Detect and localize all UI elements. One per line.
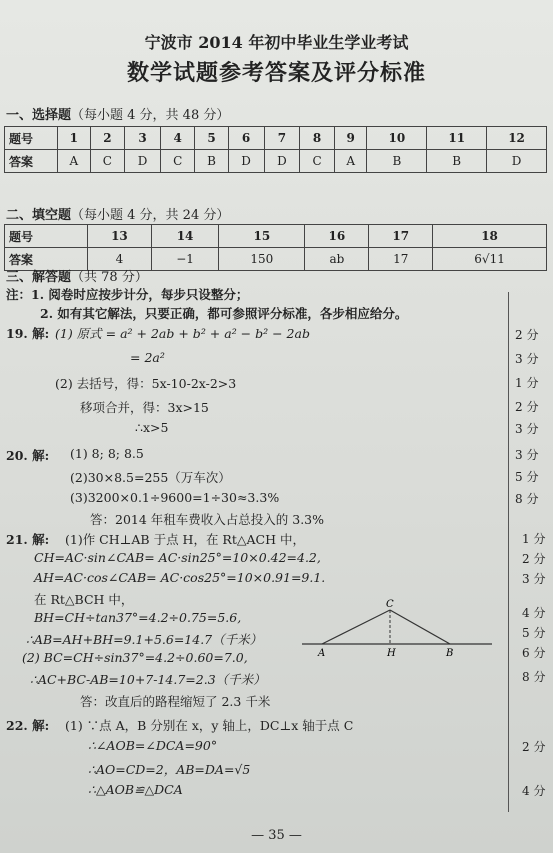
row-label-number: 题号 <box>5 225 88 248</box>
q21-line1: (1)作 CH⊥AB 于点 H，在 Rt△ACH 中， <box>65 532 305 547</box>
q22-line3: ∴AO=CD=2，AB=DA=√5 <box>88 762 251 777</box>
sec2-answer-cell: ab <box>305 248 369 271</box>
sec1-number-cell: 5 <box>195 127 228 150</box>
score-column-divider <box>508 292 509 812</box>
q19-line5: ∴x>5 <box>135 420 169 435</box>
label-c: C <box>386 599 394 610</box>
label-h: H <box>387 648 396 658</box>
label-a: A <box>318 648 326 658</box>
section3-note: （共 78 分） <box>71 270 148 285</box>
q19-score2: 3 分 <box>515 352 539 366</box>
label-b: B <box>446 648 454 658</box>
sec1-number-cell: 1 <box>58 127 91 150</box>
page-number: — 35 — <box>251 828 302 843</box>
q21-score5: 5 分 <box>522 626 546 640</box>
q22-line2: ∴∠AOB=∠DCA=90° <box>88 738 218 753</box>
q19-score5: 3 分 <box>515 422 539 436</box>
sec1-answer-cell: C <box>90 150 124 173</box>
sec1-number-cell: 9 <box>334 127 367 150</box>
sec1-number-cell: 2 <box>90 127 124 150</box>
sec2-answer-cell: 150 <box>219 248 305 271</box>
title-line1: 宁波市 2014 年初中毕业生学业考试 <box>144 33 409 52</box>
sec2-answer-cell: 4 <box>88 248 152 271</box>
sec1-number-cell: 7 <box>264 127 300 150</box>
section1-heading <box>6 104 229 123</box>
q19-line4: 移项合并，得：3x>15 <box>80 400 209 415</box>
sec1-answer-cell: B <box>367 150 427 173</box>
choice-answer-table <box>4 126 547 173</box>
section1-note: （每小题 4 分，共 48 分） <box>71 108 230 123</box>
q22-line4: ∴△AOB≌△DCA <box>88 782 183 797</box>
sec2-number-cell: 18 <box>433 225 547 248</box>
sec2-number-cell: 14 <box>151 225 218 248</box>
q20-score1: 3 分 <box>515 448 539 462</box>
q20-label: 20. 解: <box>6 448 50 463</box>
q22-score2: 4 分 <box>522 784 546 798</box>
title-line2: 数学试题参考答案及评分标准 <box>126 60 426 86</box>
sec2-number-cell: 16 <box>305 225 369 248</box>
sec1-answer-cell: B <box>195 150 228 173</box>
q21-line5: BH=CH÷tan37°=4.2÷0.75=5.6, <box>34 610 242 625</box>
sec2-answer-cell: 6√11 <box>433 248 547 271</box>
q20-line4: 答：2014 年租车费收入占总投入的 3.3% <box>90 512 325 527</box>
table-row <box>5 150 547 173</box>
section3-heading <box>6 266 148 285</box>
section2-heading <box>6 204 229 223</box>
sec1-answer-cell: D <box>487 150 547 173</box>
section3-title: 三、解答题 <box>6 270 72 285</box>
q19-score1: 2 分 <box>515 328 539 342</box>
q21-score3: 3 分 <box>522 572 546 586</box>
sec1-answer-cell: A <box>58 150 91 173</box>
sec1-answer-cell: D <box>228 150 264 173</box>
q19-score4: 2 分 <box>515 400 539 414</box>
sec1-answer-cell: B <box>427 150 487 173</box>
sec2-answer-cell: −1 <box>151 248 218 271</box>
q21-score2: 2 分 <box>522 552 546 566</box>
q19-label: 19. 解: <box>6 326 50 341</box>
section1-title: 一、选择题 <box>6 108 72 123</box>
q22-label: 22. 解: <box>6 718 50 733</box>
sec1-answer-cell: C <box>300 150 334 173</box>
section2-title: 二、填空题 <box>6 208 72 223</box>
sec1-number-cell: 6 <box>228 127 264 150</box>
q21-line7: (2) BC=CH÷sin37°=4.2÷0.60=7.0, <box>22 650 248 665</box>
q19-line2: = 2a² <box>130 350 165 365</box>
sec1-number-cell: 8 <box>300 127 334 150</box>
row-label-answer: 答案 <box>5 248 88 271</box>
q21-line3: AH=AC·cos∠CAB= AC·cos25°=10×0.91=9.1. <box>34 570 326 585</box>
q21-line8: ∴AC+BC-AB=10+7-14.7=2.3（千米） <box>30 672 266 687</box>
sec1-answer-cell: A <box>334 150 367 173</box>
sec2-answer-cell: 17 <box>369 248 433 271</box>
q20-line3: (3)3200×0.1÷9600=1÷30≈3.3% <box>70 490 280 505</box>
sec1-answer-cell: D <box>264 150 300 173</box>
q21-line9: 答：改直后的路程缩短了 2.3 千米 <box>80 694 271 709</box>
sec1-number-cell: 12 <box>487 127 547 150</box>
segment-ac <box>322 610 390 644</box>
q20-line1: (1) 8; 8; 8.5 <box>70 446 144 461</box>
section2-note: （每小题 4 分，共 24 分） <box>71 208 230 223</box>
q19-line1: (1) 原式 = a² + 2ab + b² + a² − b² − 2ab <box>55 326 310 341</box>
q20-line2: (2)30×8.5=255（万车次） <box>70 470 231 485</box>
sec2-number-cell: 17 <box>369 225 433 248</box>
q19-score3: 1 分 <box>515 376 539 390</box>
sec1-answer-cell: D <box>125 150 161 173</box>
sec1-answer-cell: C <box>160 150 194 173</box>
q20-score2: 5 分 <box>515 470 539 484</box>
row-label-answer: 答案 <box>5 150 58 173</box>
segment-cb <box>390 610 450 644</box>
q21-score4: 4 分 <box>522 606 546 620</box>
row-label-number: 题号 <box>5 127 58 150</box>
q21-score1: 1 分 <box>522 532 546 546</box>
sec1-number-cell: 11 <box>427 127 487 150</box>
sec2-number-cell: 13 <box>88 225 152 248</box>
q21-label: 21. 解: <box>6 532 50 547</box>
table-row <box>5 225 547 248</box>
q20-score3: 8 分 <box>515 492 539 506</box>
q22-line1: (1) ∵点 A，B 分别在 x，y 轴上，DC⊥x 轴于点 C <box>65 718 354 733</box>
q19-line3: (2) 去括号，得：5x-10-2x-2>3 <box>55 376 237 391</box>
table-row <box>5 127 547 150</box>
sec1-number-cell: 4 <box>160 127 194 150</box>
q21-line4: 在 Rt△BCH 中， <box>34 592 134 607</box>
fill-answer-table <box>4 224 547 271</box>
triangle-figure <box>300 596 495 658</box>
q21-line2: CH=AC·sin∠CAB= AC·sin25°=10×0.42=4.2, <box>34 550 321 565</box>
q21-score7: 8 分 <box>522 670 546 684</box>
q22-score1: 2 分 <box>522 740 546 754</box>
q21-score6: 6 分 <box>522 646 546 660</box>
sec1-number-cell: 10 <box>367 127 427 150</box>
q21-line6: ∴AB=AH+BH=9.1+5.6=14.7（千米） <box>26 632 263 647</box>
sec2-number-cell: 15 <box>219 225 305 248</box>
note-line1: 注：1. 阅卷时应按步计分，每步只设整分； <box>6 287 249 302</box>
sec1-number-cell: 3 <box>125 127 161 150</box>
note-line2: 2. 如有其它解法，只要正确，都可参照评分标准，各步相应给分。 <box>40 306 408 321</box>
